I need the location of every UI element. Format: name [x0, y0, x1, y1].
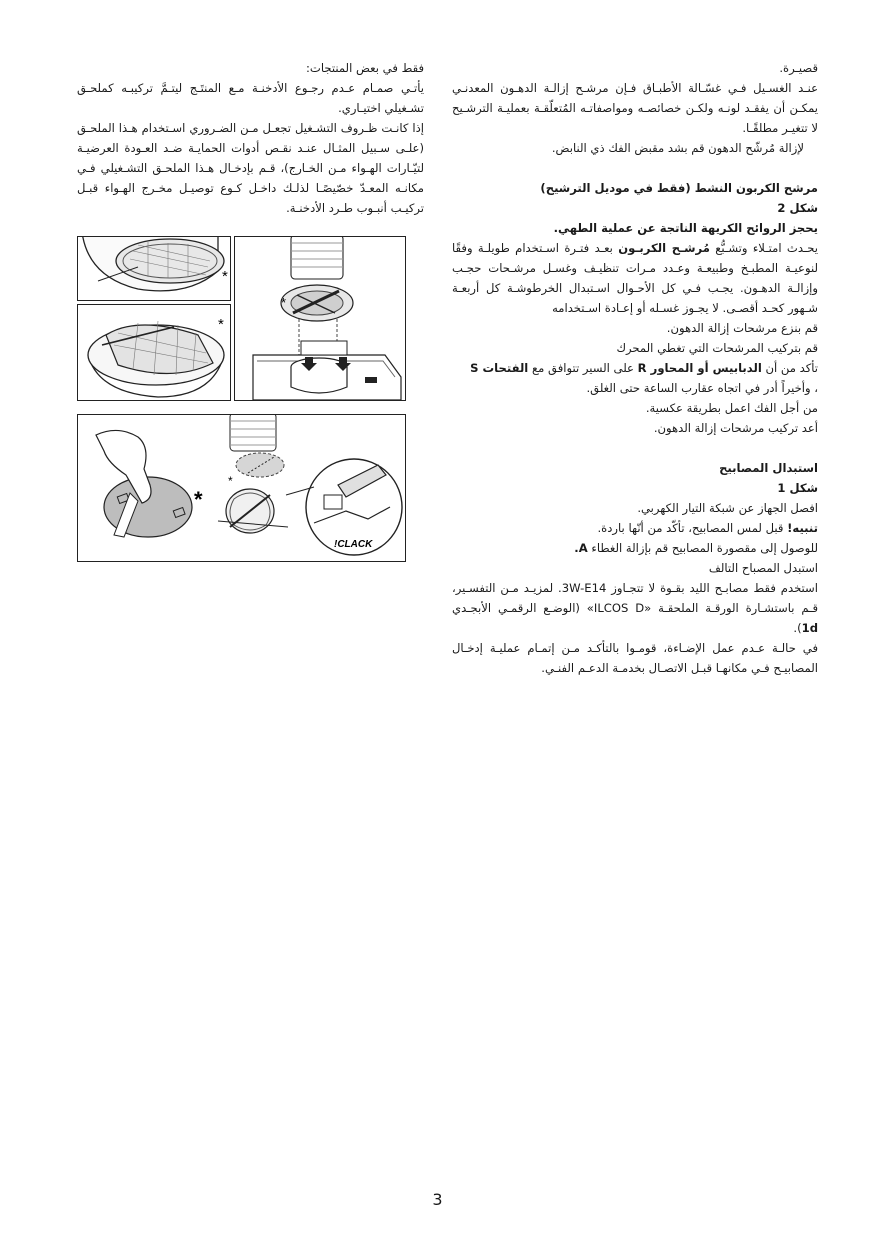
figure-lamp-replacement-drawing: [78, 415, 405, 561]
figure-carbon-filter-install: [234, 236, 406, 401]
section-subtitle: يحجز الروائح الكريهة الناتجة عن عملية الطهي.: [553, 221, 818, 235]
figure-ref: شكل 2: [777, 201, 818, 215]
paragraph: ، وأخيراً أدر في اتجاه عقارب الساعة حتى الغلق.: [586, 381, 818, 395]
figure-ref: شكل 1: [777, 481, 818, 495]
section-title-optional: فقط في بعض المنتجات:: [306, 61, 424, 75]
text-run: استخدم فقط مصابـح الليد بقـوة لا تتجـاوز 3W-E14. لمزيـد مـن التفسـير، قـم باستشـارة الورقـة الملحقـة «ILCOS D» (الوضـع الرقمـي الأبجـدي: [452, 581, 818, 615]
figure-carbon-filter-install-drawing: [235, 237, 405, 400]
bold-term: مُرشـح الكربـون: [618, 241, 710, 255]
asterisk-label: *: [228, 474, 233, 488]
paragraph: يأتـي صمـام عـدم رجـوع الأدخنـة مـع المنتَـج ليتـمَّ تركيبـه كملحـق تشـغيلي اختيـاري.: [77, 81, 424, 115]
paragraph: قم بتركيب المرشحات التي تغطي المحرك: [616, 341, 818, 355]
text-run: تأكد من أن: [765, 361, 818, 375]
figure-hood-filter-bottom: [77, 304, 231, 401]
asterisk-label: *: [194, 487, 203, 512]
paragraph: من أجل الفك اعمل بطريقة عكسية.: [645, 401, 818, 415]
asterisk-label: *: [281, 295, 287, 310]
section-title-carbon-filter: مرشح الكربون النشط (فقط في موديل الترشيح): [540, 181, 818, 195]
asterisk-label: *: [218, 316, 224, 333]
paragraph: [452, 518, 818, 538]
clack-label: !CLACK: [334, 539, 373, 550]
paragraph: قم بنزع مرشحات إزالة الدهون.: [666, 321, 818, 335]
right-column: [452, 58, 818, 678]
paragraph: أعد تركيب مرشحات إزالة الدهون.: [653, 421, 818, 435]
left-column: [77, 58, 424, 218]
bold-term: A.: [574, 541, 588, 555]
text-run: على السير تتوافق مع: [531, 361, 634, 375]
figure-hood-filter-bottom-drawing: [78, 305, 230, 400]
page-number: 3: [432, 1190, 443, 1209]
paragraph: قصيـرة.: [779, 61, 818, 75]
figure-lamp-replacement: [77, 414, 406, 562]
text-run: للوصول إلى مقصورة المصابيح قم بإزالة الغطاء: [591, 541, 818, 555]
paragraph: عنـد الغسـيل فـي غسّـالة الأطبـاق فـإن مرشـح إزالـة الدهـون المعدنـي يمكـن أن يفقـد لونـه ولكـن خصائصـه ومواصفاتـه المُتعلّقـة بعمليـة الترشـيح لا تتغيـر مطلقًـا.: [452, 81, 818, 135]
bold-term: 1d: [801, 621, 818, 635]
bold-term: الفتحات S: [470, 361, 529, 375]
paragraph: لإزالة مُرشّح الدهون قم بشد مقبض الفك ذي النابض.: [551, 141, 804, 155]
paragraph: استبدل المصباح التالف: [708, 561, 818, 575]
figure-hood-filter-top: [77, 236, 231, 301]
section-title-lamps: استبدال المصابيح: [719, 461, 818, 475]
text-run: بعـد فتـرة اسـتخدام طويلـة وفقًا لنوعيـة المطبـخ وطبيعـة وعـدد مـرات تنظيـف وغسـل مرشـحات حجـب وإزالـة الدهـون. يجـب فـي كل الأحـوال اسـتبدال الخرطوشـة كل أربعـة شـهور كحـد أقصـى. لا يجـوز غسـله أو إعـادة اسـتخدامه: [452, 241, 818, 315]
paragraph: في حالـة عـدم عمل الإضـاءة، قومـوا بالتأكـد مـن إتمـام عمليـة إدخـال المصابيـح فـي مكانهـا قبـل الاتصـال بخدمـة الدعـم الفنـي.: [452, 641, 818, 675]
text-run: يحـدث امتـلاء وتشـبُّع: [715, 241, 819, 255]
text-run: قبل لمس المصابيح، تأكّد من أنّها باردة.: [597, 521, 784, 535]
asterisk-label: *: [222, 268, 228, 285]
warning-label: تنبيه!: [787, 521, 818, 535]
paragraph: افصل الجهاز عن شبكة التيار الكهربي.: [637, 501, 818, 515]
figure-hood-filter-top-drawing: [78, 237, 230, 300]
bold-term: الدبابيس أو المحاور R: [637, 361, 762, 375]
paragraph: [452, 358, 818, 378]
paragraph: [452, 538, 818, 558]
paragraph: إذا كانـت ظـروف التشـغيل تجعـل مـن الضـروري اسـتخدام هـذا الملحـق (علـى سـبيل المثـال عنـد نقـص أدوات الحمايـة ضـد العـودة العرضيـة لتيّـارات الهـواء مـن الخـارج)، قـم بإدخـال هـذا الملحـق التشـغيلي فـي مكانـه المعـدّ خصّيصًـا لذلـك داخـل كـوع توصيـل مخـرج الهـواء قبـل تركيـب أنبـوب طـرد الأدخنـة.: [77, 121, 424, 215]
paragraph: [452, 578, 818, 638]
text-run: ).: [793, 621, 802, 635]
paragraph: [452, 238, 818, 318]
